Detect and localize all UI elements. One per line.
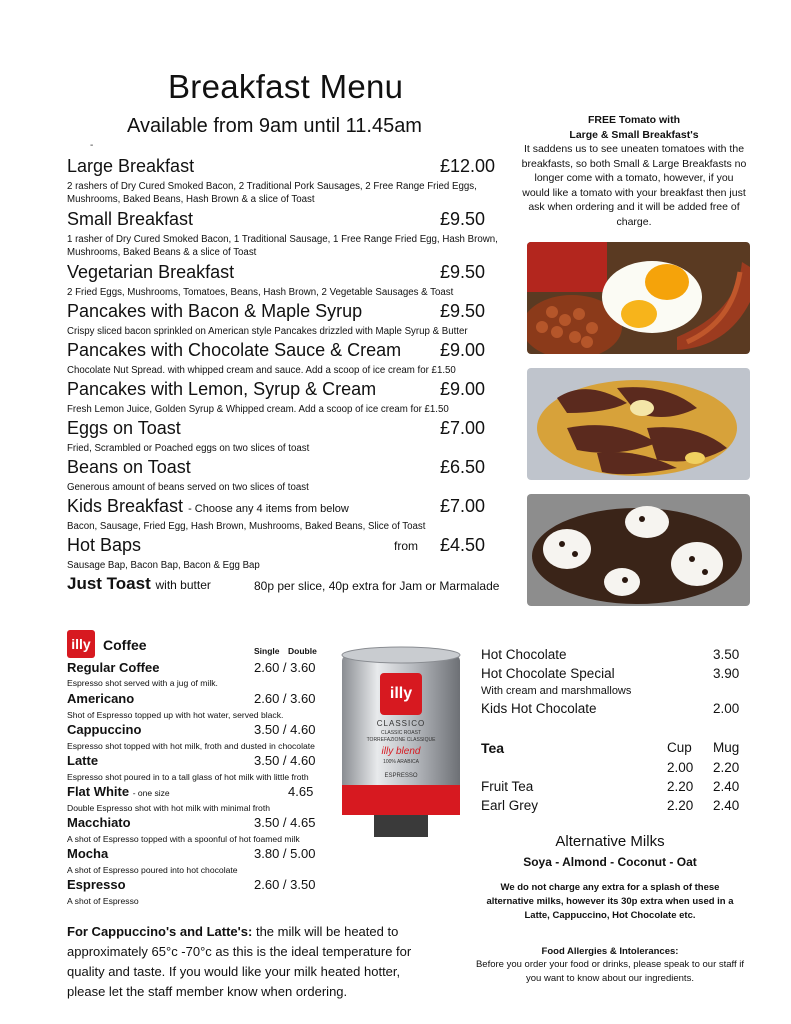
milk-temperature-note (67, 922, 437, 1002)
coffee-name: Mocha (67, 846, 109, 861)
coffee-price: 4.65 (288, 784, 314, 799)
coffee-desc: Espresso shot served with a jug of milk. (67, 678, 218, 688)
free-tomato-heading-1: FREE Tomato with (588, 114, 680, 126)
coffee-desc: A shot of Espresso topped with a spoonful of hot foamed milk (67, 834, 300, 844)
coffee-desc: A shot of Espresso poured into hot chocolate (67, 865, 238, 875)
coffee-name (67, 784, 170, 799)
item-price: £9.50 (440, 262, 486, 282)
bacon-pancakes-photo (527, 368, 750, 480)
col-mug: Mug (713, 740, 740, 755)
coffee-price: 3.50 / 4.60 (254, 753, 316, 768)
item-price: £9.00 (440, 340, 486, 360)
drink-name: Kids Hot Chocolate (481, 701, 597, 716)
can-line2: CLASSIC ROAST (380, 730, 421, 736)
kids-name: Kids Breakfast (67, 496, 184, 516)
allergies-body: Before you order your food or drinks, please speak to our staff if you want to know about our ingredients. (475, 959, 745, 984)
item-desc: Fried, Scrambled or Poached eggs on two slices of toast (67, 443, 310, 454)
coffee-heading: Coffee (103, 637, 147, 653)
can-line5: 100% ARABICA (383, 759, 419, 765)
allergies-heading: Food Allergies & Intolerances: (541, 946, 679, 957)
item-name: Pancakes with Chocolate Sauce & Cream (67, 340, 402, 360)
free-tomato-heading-2: Large & Small Breakfast's (569, 128, 699, 141)
coffee-price: 2.60 / 3.60 (254, 691, 316, 706)
just-toast-price: 80p per slice, 40p extra for Jam or Marmalade (254, 579, 500, 593)
coffee-name: Cappuccino (67, 722, 142, 737)
tea-cup-price: 2.20 (667, 798, 694, 813)
item-name: Beans on Toast (67, 457, 191, 477)
coffee-name: Regular Coffee (67, 660, 160, 675)
item-name: Pancakes with Lemon, Syrup & Cream (67, 379, 377, 399)
item-price: £6.50 (440, 457, 486, 477)
dash-mark: - (90, 140, 94, 151)
item-desc: Chocolate Nut Spread. with whipped cream and sauce. Add a scoop of ice cream for £1.50 (67, 365, 456, 376)
coffee-desc: A shot of Espresso (67, 896, 139, 906)
item-desc: Generous amount of beans served on two slices of toast (67, 482, 309, 493)
item-price: £9.50 (440, 301, 486, 321)
col-cup: Cup (667, 740, 692, 755)
coffee-name: Latte (67, 753, 99, 768)
drink-price: 3.90 (713, 666, 740, 681)
item-desc: Crispy sliced bacon sprinkled on American style Pancakes drizzled with Maple Syrup & Butter (67, 326, 468, 337)
item-desc: Bacon, Sausage, Fried Egg, Hash Brown, Mushrooms, Baked Beans, Slice of Toast (67, 521, 426, 532)
item-name: Large Breakfast (67, 156, 195, 176)
availability-text: Available from 9am until 11.45am (127, 115, 422, 137)
just-toast-title: Just Toast (67, 574, 151, 593)
allergies-section (470, 946, 750, 986)
item-name (67, 496, 349, 517)
coffee-name: Espresso (67, 877, 126, 892)
tea-cup-price: 2.00 (667, 760, 694, 775)
coffee-desc: Double Espresso shot with hot milk with minimal froth (67, 803, 270, 813)
drink-price: 3.50 (713, 647, 740, 662)
milk-note-body: the milk will be heated to approximately 65°c -70°c as this is the ideal temperature for quality and taste. If you would like your milk heated hotter, please let the staff member know when ordering. (67, 924, 412, 999)
can-line6: ESPRESSO (384, 773, 418, 779)
flat-white-note: - one size (132, 788, 170, 798)
milk-note-bold: For Cappuccino's and Latte's: (67, 924, 253, 939)
from-label: from (394, 539, 418, 553)
item-desc: Sausage Bap, Bacon Bap, Bacon & Egg Bap (67, 560, 260, 571)
item-desc: 2 Fried Eggs, Mushrooms, Tomatoes, Beans, Hash Brown, 2 Vegetable Sausages & Toast (67, 287, 454, 298)
can-brand: illy (389, 685, 413, 702)
item-name: Eggs on Toast (67, 418, 181, 438)
item-price: £7.00 (440, 418, 486, 438)
free-tomato-note (520, 113, 748, 229)
item-price: £7.00 (440, 496, 486, 516)
item-desc: Fresh Lemon Juice, Golden Syrup & Whipped cream. Add a scoop of ice cream for £1.50 (67, 404, 449, 415)
coffee-price: 3.50 / 4.65 (254, 815, 316, 830)
col-double: Double (288, 646, 317, 656)
coffee-price: 2.60 / 3.60 (254, 660, 316, 675)
coffee-name: Americano (67, 691, 135, 706)
alt-milks-section (470, 833, 750, 923)
tea-heading: Tea (481, 740, 505, 756)
page-title: Breakfast Menu (168, 68, 404, 105)
drink-desc: With cream and marshmallows (481, 685, 632, 697)
drink-name: Hot Chocolate Special (481, 666, 615, 681)
tea-mug-price: 2.40 (713, 798, 740, 813)
tea-mug-price: 2.40 (713, 779, 740, 794)
item-price: £9.00 (440, 379, 486, 399)
coffee-desc: Espresso shot poured in to a tall glass of hot milk with little froth (67, 772, 309, 782)
flat-white-name: Flat White (67, 784, 130, 799)
item-desc: 2 rashers of Dry Cured Smoked Bacon, 2 Traditional Pork Sausages, 2 Free Range Fried Eggs, Mushrooms, Baked Beans, Hash Brown & a slice of Toast (67, 181, 477, 205)
illy-logo: illy (67, 630, 95, 658)
alt-milks-list: Soya - Almond - Coconut - Oat (523, 855, 697, 869)
tea-name: Earl Grey (481, 798, 539, 813)
coffee-price: 3.80 / 5.00 (254, 846, 316, 861)
col-single: Single (254, 646, 280, 656)
alt-milks-heading: Alternative Milks (555, 833, 665, 850)
item-name: Vegetarian Breakfast (67, 262, 235, 282)
coffee-price: 2.60 / 3.50 (254, 877, 316, 892)
can-line4: illy blend (381, 746, 421, 757)
item-name: Hot Baps (67, 535, 142, 555)
item-name: Pancakes with Bacon & Maple Syrup (67, 301, 363, 321)
drink-price: 2.00 (713, 701, 740, 716)
tea-mug-price: 2.20 (713, 760, 740, 775)
tea-name: Fruit Tea (481, 779, 534, 794)
can-line3: TORREFAZIONE CLASSIQUE (366, 737, 436, 743)
item-price: £4.50 (440, 535, 486, 555)
just-toast-name (67, 574, 211, 594)
item-desc: 1 rasher of Dry Cured Smoked Bacon, 1 Traditional Sausage, 1 Free Range Fried Egg, Hash Brown, Mushrooms, Baked Beans & a slice of Toast (67, 234, 498, 258)
coffee-name: Macchiato (67, 815, 131, 830)
item-name: Small Breakfast (67, 209, 194, 229)
coffee-desc: Shot of Espresso topped up with hot water, served black. (67, 710, 284, 720)
just-toast-suffix: with butter (155, 578, 211, 592)
tea-cup-price: 2.20 (667, 779, 694, 794)
coffee-price: 3.50 / 4.60 (254, 722, 316, 737)
illy-can-image (340, 645, 462, 841)
item-price: £9.50 (440, 209, 486, 229)
free-tomato-body: It saddens us to see uneaten tomatoes with the breakfasts, so both Small & Large Breakfasts no longer come with a tomato, however, if you would like a tomato with your breakfast then just ask when ordering and it will be added free of charge. (521, 143, 747, 228)
kids-note: - Choose any 4 items from below (188, 503, 349, 515)
can-line1: CLASSICO (376, 719, 426, 728)
item-price: £12.00 (440, 156, 496, 176)
coffee-desc: Espresso shot topped with hot milk, froth and dusted in chocolate (67, 741, 315, 751)
full-breakfast-photo (527, 242, 750, 354)
chocolate-pancakes-photo (527, 494, 750, 606)
alt-milks-note: We do not charge any extra for a splash of these alternative milks, however its 30p extra when used in a Latte, Cappuccino, Hot Chocolate etc. (486, 882, 734, 921)
drink-name: Hot Chocolate (481, 647, 567, 662)
